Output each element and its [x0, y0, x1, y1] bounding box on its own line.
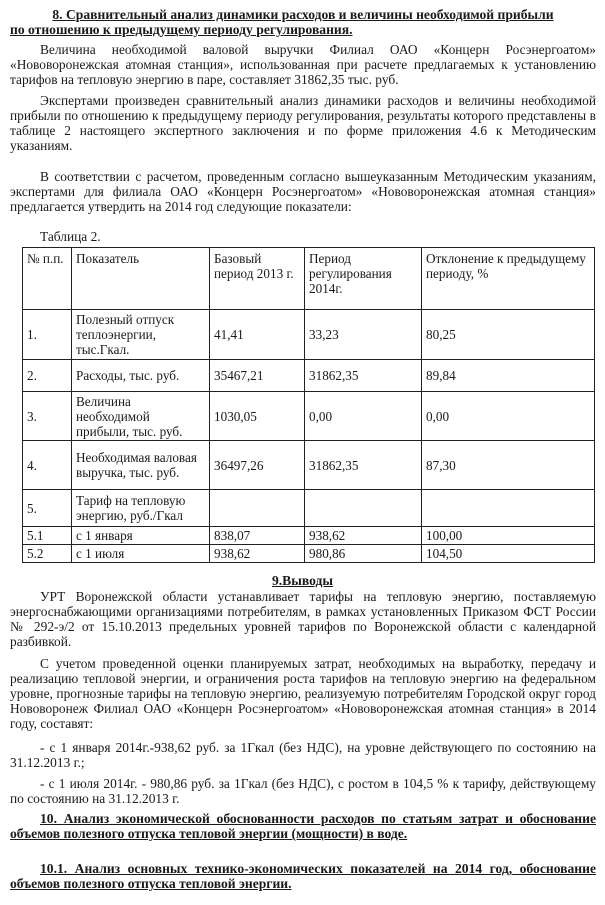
cell-base: 938,62 — [210, 545, 305, 563]
table-row — [23, 490, 595, 527]
cell-deviation: 87,30 — [422, 441, 595, 490]
table-row — [23, 392, 595, 441]
cell-regulation — [305, 490, 422, 527]
cell-regulation: 980,86 — [305, 545, 422, 563]
cell-base: 36497,26 — [210, 441, 305, 490]
cell-base — [210, 490, 305, 527]
header-regulation-period: Период регулирования 2014г. — [305, 248, 422, 310]
cell-deviation — [422, 490, 595, 527]
tariff-january-item: - с 1 января 2014г.-938,62 руб. за 1Гкал (без НДС), на уровне действующего по состоянию на 31.12.2013 г.; — [10, 740, 596, 770]
header-number: № п.п. — [23, 248, 72, 310]
section-9-title: 9.Выводы — [271, 573, 334, 588]
cell-indicator: с 1 января — [72, 527, 210, 545]
cell-base: 41,41 — [210, 310, 305, 360]
section-9-paragraph-1: УРТ Воронежской области устанавливает тарифы на тепловую энергию, поставляемую энергоснабжающими организациями потребителям, в рамках установленных Приказом ФСТ России № 292-э/2 от 15.10.2013 предельных уровней тарифов по Воронежской области с календарной разбивкой. — [10, 589, 596, 649]
section-10-title: 10. Анализ экономической обоснованности расходов по статьям затрат и обоснование объемов полезного отпуска тепловой энергии (мощности) в воде. — [10, 811, 596, 841]
section-8-title-line1: 8. Сравнительный анализ динамики расходов и величины необходимой прибыли — [52, 7, 554, 22]
cell-number: 5.1 — [23, 527, 72, 545]
cell-indicator: с 1 июля — [72, 545, 210, 563]
table-row — [23, 441, 595, 490]
cell-number: 5. — [23, 490, 72, 527]
section-8-paragraph-1: Величина необходимой валовой выручки Филиал ОАО «Концерн Росэнергоатом» «Нововоронежская атомная станция», использованная при расчете предлагаемых к установлению тарифов на тепловую энергию в паре, составляет 31862,35 тыс. руб. — [10, 42, 596, 87]
cell-base: 838,07 — [210, 527, 305, 545]
cell-deviation: 80,25 — [422, 310, 595, 360]
cell-number: 3. — [23, 392, 72, 441]
cell-regulation: 31862,35 — [305, 360, 422, 392]
comparison-table — [22, 247, 595, 563]
table-row — [23, 360, 595, 392]
header-indicator: Показатель — [72, 248, 210, 310]
section-10-1-title: 10.1. Анализ основных технико-экономических показателей на 2014 год, обоснование объемов полезного отпуска тепловой энергии. — [10, 861, 596, 891]
cell-deviation: 100,00 — [422, 527, 595, 545]
cell-deviation: 0,00 — [422, 392, 595, 441]
table-header-row — [23, 248, 595, 310]
section-8-paragraph-2: Экспертами произведен сравнительный анализ динамики расходов и величины необходимой прибыли по отношению к предыдущему периоду регулирования, результаты которого представлены в таблице 2 настоящего экспертного заключения и по форме приложения 4.6 к Методическим указаниям. — [10, 93, 596, 153]
cell-number: 2. — [23, 360, 72, 392]
cell-number: 5.2 — [23, 545, 72, 563]
cell-deviation: 104,50 — [422, 545, 595, 563]
header-deviation: Отклонение к предыдущему периоду, % — [422, 248, 595, 310]
table-row — [23, 527, 595, 545]
cell-indicator: Тариф на тепловую энергию, руб./Гкал — [72, 490, 210, 527]
table-row — [23, 545, 595, 563]
cell-indicator: Полезный отпуск теплоэнергии, тыс.Гкал. — [72, 310, 210, 360]
cell-number: 4. — [23, 441, 72, 490]
cell-number: 1. — [23, 310, 72, 360]
cell-indicator: Необходимая валовая выручка, тыс. руб. — [72, 441, 210, 490]
cell-regulation: 0,00 — [305, 392, 422, 441]
cell-indicator: Величина необходимой прибыли, тыс. руб. — [72, 392, 210, 441]
cell-regulation: 938,62 — [305, 527, 422, 545]
cell-indicator: Расходы, тыс. руб. — [72, 360, 210, 392]
table-caption: Таблица 2. — [40, 229, 101, 244]
cell-base: 35467,21 — [210, 360, 305, 392]
cell-deviation: 89,84 — [422, 360, 595, 392]
table-row — [23, 310, 595, 360]
section-9-paragraph-2: С учетом проведенной оценки планируемых затрат, необходимых на выработку, передачу и реализацию тепловой энергии, и ограничения роста тарифов на тепловую энергию на федеральном уровне, прогнозные тарифы на тепловую энергию, реализуемую потребителям Городской округ город Нововоронеж Филиал ОАО «Концерн Росэнергоатом» «Нововоронежская атомная станция» в 2014 году, составят: — [10, 656, 596, 731]
cell-regulation: 31862,35 — [305, 441, 422, 490]
header-base-period: Базовый период 2013 г. — [210, 248, 305, 310]
section-8-title-line2: по отношению к предыдущему периоду регулирования. — [10, 22, 353, 37]
section-8-paragraph-3: В соответствии с расчетом, проведенным согласно вышеуказанным Методическим указаниям, экспертами для филиала ОАО «Концерн Росэнергоатом» «Нововоронежская атомная станция» предлагается утвердить на 2014 год следующие показатели: — [10, 169, 596, 214]
cell-base: 1030,05 — [210, 392, 305, 441]
cell-regulation: 33,23 — [305, 310, 422, 360]
tariff-july-item: - с 1 июля 2014г. - 980,86 руб. за 1Гкал (без НДС), с ростом в 104,5 % к тарифу, действующему по состоянию на 31.12.2013 г. — [10, 776, 596, 806]
